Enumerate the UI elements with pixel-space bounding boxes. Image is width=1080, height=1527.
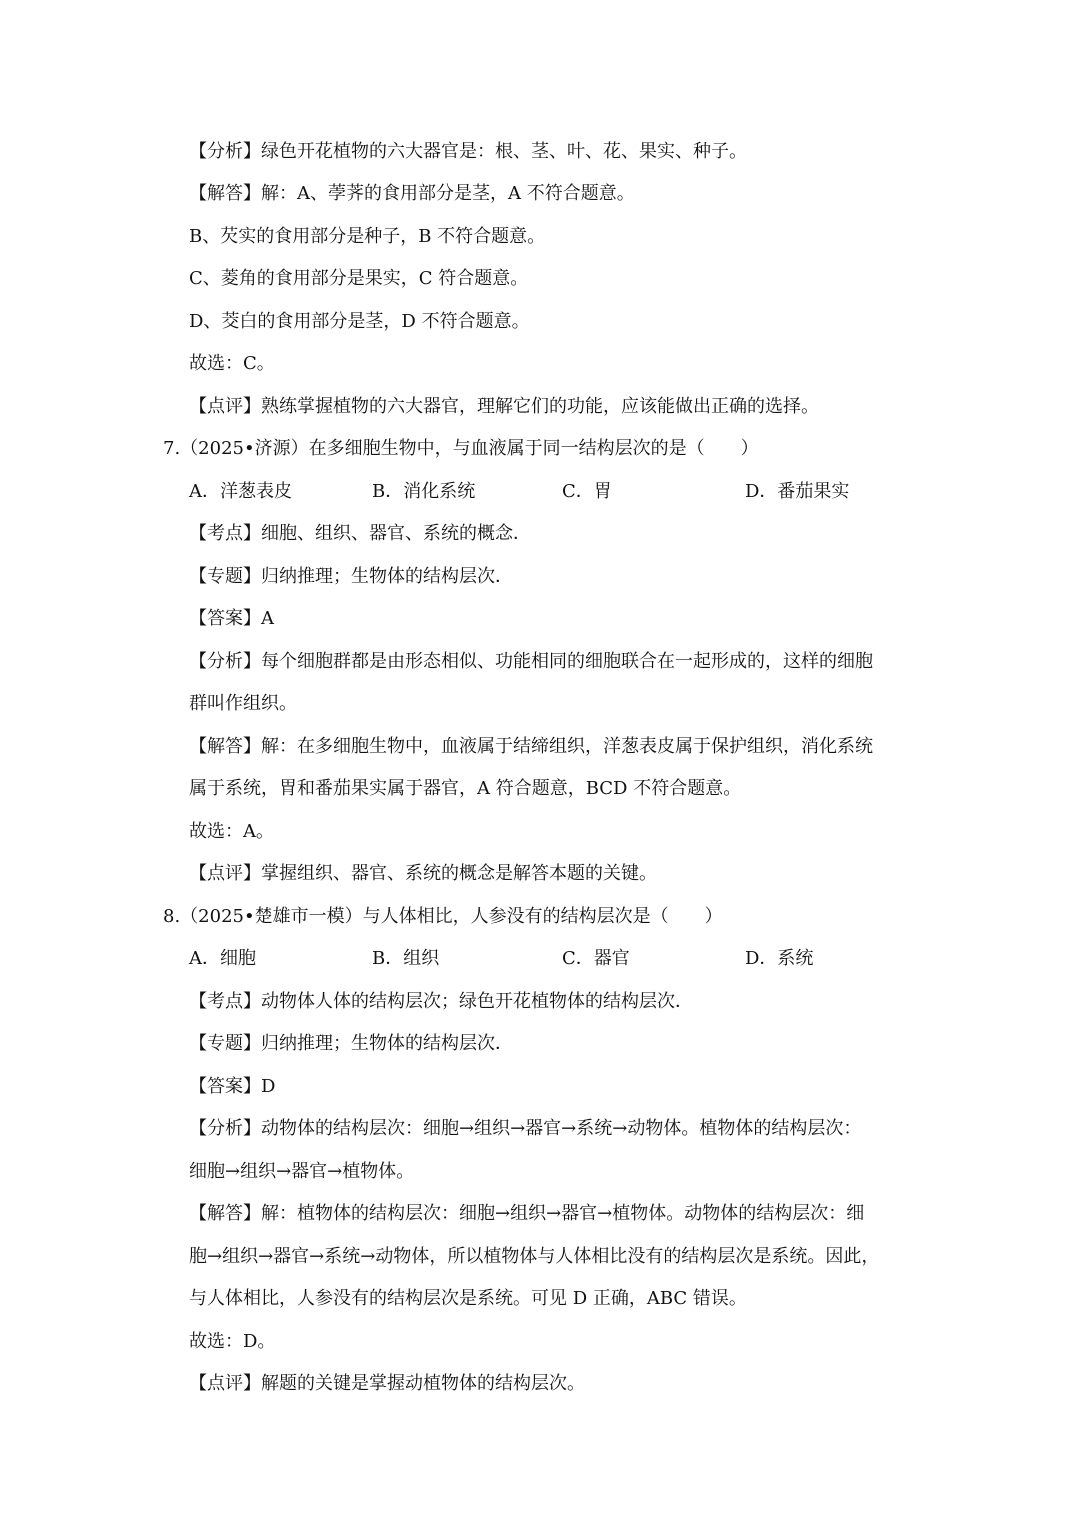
q8-option-c: C．器官 [562, 948, 630, 969]
q7-choose: 故选：A。 [189, 821, 274, 842]
q8-solution-line1: 【解答】解：植物体的结构层次：细胞→组织→器官→植物体。动物体的结构层次：细 [189, 1203, 865, 1224]
q8-zhuanti: 【专题】归纳推理；生物体的结构层次． [189, 1033, 513, 1054]
q8-choose: 故选：D。 [189, 1331, 276, 1352]
q7-solution-line1: 【解答】解：在多细胞生物中，血液属于结缔组织，洋葱表皮属于保护组织，消化系统 [189, 736, 873, 757]
q8-answer: 【答案】D [189, 1076, 276, 1097]
q7-analysis-line1: 【分析】每个细胞群都是由形态相似、功能相同的细胞联合在一起形成的，这样的细胞 [189, 651, 873, 672]
q7-option-b: B．消化系统 [372, 481, 476, 502]
q8-analysis-line1: 【分析】动物体的结构层次：细胞→组织→器官→系统→动物体。植物体的结构层次： [189, 1118, 862, 1139]
q7-zhuanti: 【专题】归纳推理；生物体的结构层次． [189, 566, 513, 587]
q7-comment: 【点评】掌握组织、器官、系统的概念是解答本题的关键。 [189, 863, 657, 884]
q6-comment: 【点评】熟练掌握植物的六大器官，理解它们的功能，应该能做出正确的选择。 [189, 396, 819, 417]
q6-analysis: 【分析】绿色开花植物的六大器官是：根、茎、叶、花、果实、种子。 [189, 141, 747, 162]
q7-analysis-line2: 群叫作组织。 [189, 693, 297, 714]
q6-line-c: C、菱角的食用部分是果实，C 符合题意。 [189, 268, 529, 289]
q8-solution-line2: 胞→组织→器官→系统→动物体，所以植物体与人体相比没有的结构层次是系统。因此， [189, 1246, 880, 1267]
q8-analysis-line2: 细胞→组织→器官→植物体。 [189, 1161, 415, 1182]
q8-option-a: A．细胞 [189, 948, 256, 969]
q7-answer: 【答案】A [189, 608, 274, 629]
q8-comment: 【点评】解题的关键是掌握动植物体的结构层次。 [189, 1373, 585, 1394]
q7-stem: 7.（2025•济源）在多细胞生物中，与血液属于同一结构层次的是（ ） [163, 438, 759, 459]
q7-option-a: A．洋葱表皮 [189, 481, 292, 502]
q8-solution-line3: 与人体相比，人参没有的结构层次是系统。可见 D 正确，ABC 错误。 [189, 1288, 747, 1309]
q6-line-b: B、芡实的食用部分是种子，B 不符合题意。 [189, 226, 546, 247]
q6-choose: 故选：C。 [189, 353, 275, 374]
q6-line-d: D、茭白的食用部分是茎，D 不符合题意。 [189, 311, 530, 332]
q6-answer-intro: 【解答】解：A、荸荠的食用部分是茎，A 不符合题意。 [189, 183, 635, 204]
q8-option-b: B．组织 [372, 948, 440, 969]
q8-stem: 8.（2025•楚雄市一模）与人体相比，人参没有的结构层次是（ ） [163, 906, 723, 927]
q7-option-d: D．番茄果实 [745, 481, 850, 502]
q7-solution-line2: 属于系统，胃和番茄果实属于器官，A 符合题意，BCD 不符合题意。 [189, 778, 742, 799]
q7-kaodian: 【考点】细胞、组织、器官、系统的概念． [189, 523, 531, 544]
q7-option-c: C．胃 [562, 481, 612, 502]
q8-kaodian: 【考点】动物体人体的结构层次；绿色开花植物体的结构层次． [189, 991, 693, 1012]
q8-option-d: D．系统 [745, 948, 814, 969]
